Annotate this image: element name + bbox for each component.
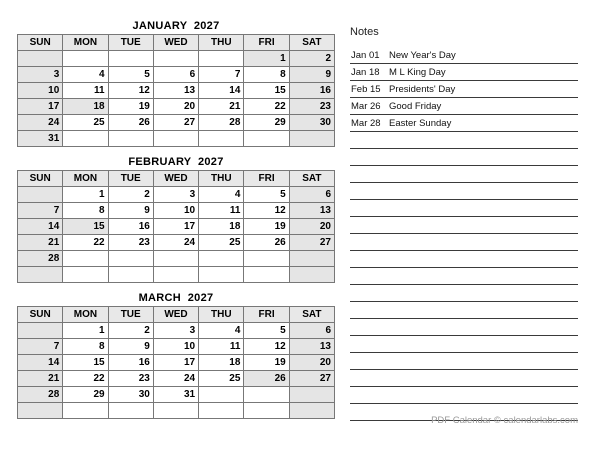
day-cell[interactable]: 5 [244,323,289,339]
empty-day-cell[interactable] [289,387,334,403]
day-cell[interactable]: 14 [18,355,63,371]
notes-lines [350,47,578,421]
empty-day-cell[interactable] [244,267,289,283]
day-cell[interactable]: 15 [63,219,108,235]
week-row [18,115,335,131]
holiday-label: Easter Sunday [389,118,452,129]
day-cell[interactable]: 9 [108,339,153,355]
weekday-header-mon: MON [63,307,108,323]
day-cell[interactable]: 12 [244,339,289,355]
empty-day-cell[interactable] [199,267,244,283]
day-cell[interactable]: 30 [289,115,334,131]
day-cell[interactable]: 29 [244,115,289,131]
day-cell[interactable]: 10 [18,83,63,99]
day-cell[interactable]: 1 [63,187,108,203]
empty-day-cell[interactable] [153,51,198,67]
day-cell[interactable]: 19 [108,99,153,115]
day-cell[interactable]: 24 [153,235,198,251]
holiday-label: M L King Day [389,67,446,78]
day-cell[interactable]: 19 [244,219,289,235]
week-row [18,387,335,403]
empty-day-cell[interactable] [289,251,334,267]
note-line-holiday[interactable] [350,47,578,64]
footer-credit: PDF Calendar © calendarlabs.com [431,415,578,426]
day-cell[interactable]: 6 [289,187,334,203]
week-row [18,235,335,251]
week-row [18,131,335,147]
weekday-header-wed: WED [153,307,198,323]
weekday-header-mon: MON [63,35,108,51]
weekday-header-wed: WED [153,171,198,187]
month-title-january: JANUARY 2027 [132,20,220,32]
day-cell[interactable]: 17 [18,99,63,115]
day-cell[interactable]: 24 [18,115,63,131]
empty-day-cell[interactable] [199,251,244,267]
weekday-header-row [18,35,335,51]
day-cell[interactable]: 6 [153,67,198,83]
empty-day-cell[interactable] [153,131,198,147]
empty-day-cell[interactable] [63,251,108,267]
weekday-header-thu: THU [199,171,244,187]
empty-day-cell[interactable] [199,131,244,147]
day-cell[interactable]: 25 [199,371,244,387]
empty-day-cell[interactable] [289,267,334,283]
day-cell[interactable]: 3 [153,323,198,339]
day-cell[interactable]: 31 [153,387,198,403]
empty-day-cell[interactable] [108,251,153,267]
note-line-holiday[interactable] [350,81,578,98]
day-cell[interactable]: 29 [63,387,108,403]
day-cell[interactable]: 30 [108,387,153,403]
week-row [18,203,335,219]
note-line-blank[interactable] [350,353,578,370]
day-cell[interactable]: 21 [18,235,63,251]
weekday-header-thu: THU [199,35,244,51]
day-cell[interactable]: 4 [199,187,244,203]
note-line-blank[interactable] [350,370,578,387]
weekday-header-tue: TUE [108,35,153,51]
day-cell[interactable]: 15 [63,355,108,371]
empty-day-cell[interactable] [244,251,289,267]
week-row [18,187,335,203]
note-line-holiday[interactable] [350,98,578,115]
day-cell[interactable]: 2 [289,51,334,67]
week-row [18,99,335,115]
note-line-blank[interactable] [350,183,578,200]
week-row [18,251,335,267]
week-row [18,67,335,83]
empty-day-cell[interactable] [18,187,63,203]
day-cell[interactable]: 11 [199,339,244,355]
note-line-blank[interactable] [350,336,578,353]
holiday-date: Mar 28 [351,118,381,129]
empty-day-cell[interactable] [63,131,108,147]
note-line-blank[interactable] [350,234,578,251]
day-cell[interactable]: 18 [63,99,108,115]
month-title-march: MARCH 2027 [138,292,214,304]
day-cell[interactable]: 27 [289,371,334,387]
day-cell[interactable]: 28 [18,251,63,267]
weekday-header-fri: FRI [244,35,289,51]
empty-day-cell[interactable] [244,387,289,403]
day-cell[interactable]: 10 [153,339,198,355]
day-cell[interactable]: 12 [244,203,289,219]
day-cell[interactable]: 23 [108,235,153,251]
empty-day-cell[interactable] [153,251,198,267]
day-cell[interactable]: 4 [199,323,244,339]
day-cell[interactable]: 21 [18,371,63,387]
note-line-blank[interactable] [350,251,578,268]
weekday-header-row [18,171,335,187]
day-cell[interactable]: 11 [199,203,244,219]
day-cell[interactable]: 31 [18,131,63,147]
day-cell[interactable]: 20 [289,355,334,371]
day-cell[interactable]: 16 [108,219,153,235]
empty-day-cell[interactable] [108,51,153,67]
weekday-header-mon: MON [63,171,108,187]
holiday-entry [351,50,456,61]
empty-day-cell[interactable] [199,387,244,403]
week-row [18,355,335,371]
empty-day-cell[interactable] [289,131,334,147]
weekday-header-fri: FRI [244,171,289,187]
day-cell[interactable]: 5 [108,67,153,83]
weekday-header-wed: WED [153,35,198,51]
holiday-label: Presidents' Day [389,84,456,95]
note-line-blank[interactable] [350,132,578,149]
day-cell[interactable]: 24 [153,371,198,387]
day-cell[interactable]: 16 [289,83,334,99]
weekday-header-row [18,307,335,323]
calendar-table-january [17,34,335,147]
calendar-column [17,20,335,428]
day-cell[interactable]: 17 [153,219,198,235]
calendar-table-march [17,306,335,419]
holiday-date: Mar 26 [351,101,381,112]
day-cell[interactable]: 8 [63,339,108,355]
day-cell[interactable]: 23 [289,99,334,115]
day-cell[interactable]: 2 [108,187,153,203]
empty-day-cell[interactable] [244,131,289,147]
day-cell[interactable]: 4 [63,67,108,83]
weekday-header-tue: TUE [108,307,153,323]
week-row [18,323,335,339]
day-cell[interactable]: 27 [153,115,198,131]
month-block-february [17,156,335,283]
week-row [18,267,335,283]
holiday-date: Jan 18 [351,67,380,78]
weekday-header-sun: SUN [18,171,63,187]
day-cell[interactable]: 20 [153,99,198,115]
day-cell[interactable]: 22 [63,235,108,251]
day-cell[interactable]: 6 [289,323,334,339]
weekday-header-sun: SUN [18,307,63,323]
day-cell[interactable]: 1 [244,51,289,67]
day-cell[interactable]: 19 [244,355,289,371]
weekday-header-sat: SAT [289,307,334,323]
day-cell[interactable]: 18 [199,219,244,235]
day-cell[interactable]: 8 [63,203,108,219]
note-line-blank[interactable] [350,166,578,183]
week-row [18,371,335,387]
empty-day-cell[interactable] [63,267,108,283]
note-line-holiday[interactable] [350,64,578,81]
day-cell[interactable]: 21 [199,99,244,115]
day-cell[interactable]: 23 [108,371,153,387]
weekday-header-sun: SUN [18,35,63,51]
weekday-header-thu: THU [199,307,244,323]
day-cell[interactable]: 26 [244,371,289,387]
day-cell[interactable]: 20 [289,219,334,235]
month-block-march [17,292,335,419]
holiday-date: Feb 15 [351,84,381,95]
note-line-blank[interactable] [350,268,578,285]
note-line-blank[interactable] [350,387,578,404]
day-cell[interactable]: 11 [63,83,108,99]
note-line-blank[interactable] [350,217,578,234]
holiday-label: New Year's Day [389,50,456,61]
day-cell[interactable]: 25 [199,235,244,251]
empty-day-cell[interactable] [18,267,63,283]
day-cell[interactable]: 26 [108,115,153,131]
holiday-date: Jan 01 [351,50,380,61]
note-line-holiday[interactable] [350,115,578,132]
day-cell[interactable]: 2 [108,323,153,339]
day-cell[interactable]: 10 [153,203,198,219]
day-cell[interactable]: 9 [289,67,334,83]
day-cell[interactable]: 22 [244,99,289,115]
notes-panel [350,26,578,421]
week-row [18,51,335,67]
weekday-header-tue: TUE [108,171,153,187]
day-cell[interactable]: 7 [18,339,63,355]
day-cell[interactable]: 17 [153,355,198,371]
note-line-blank[interactable] [350,149,578,166]
empty-day-cell[interactable] [108,267,153,283]
empty-day-cell[interactable] [153,267,198,283]
week-row [18,339,335,355]
day-cell[interactable]: 13 [289,203,334,219]
weekday-header-sat: SAT [289,171,334,187]
empty-day-cell[interactable] [63,51,108,67]
day-cell[interactable]: 27 [289,235,334,251]
day-cell[interactable]: 13 [289,339,334,355]
empty-day-cell[interactable] [18,323,63,339]
empty-day-cell[interactable] [18,51,63,67]
day-cell[interactable]: 16 [108,355,153,371]
notes-heading: Notes [350,26,379,38]
empty-day-cell[interactable] [108,131,153,147]
day-cell[interactable]: 1 [63,323,108,339]
weekday-header-sat: SAT [289,35,334,51]
week-row [18,83,335,99]
week-row [18,219,335,235]
day-cell[interactable]: 28 [199,115,244,131]
day-cell[interactable]: 12 [108,83,153,99]
day-cell[interactable]: 28 [18,387,63,403]
day-cell[interactable]: 7 [199,67,244,83]
day-cell[interactable]: 7 [18,203,63,219]
day-cell[interactable]: 25 [63,115,108,131]
day-cell[interactable]: 8 [244,67,289,83]
month-title-february: FEBRUARY 2027 [128,156,224,168]
holiday-entry [351,67,446,78]
note-line-blank[interactable] [350,302,578,319]
day-cell[interactable]: 15 [244,83,289,99]
day-cell[interactable]: 3 [18,67,63,83]
weekday-header-fri: FRI [244,307,289,323]
note-line-blank[interactable] [350,200,578,217]
holiday-label: Good Friday [389,101,442,112]
day-cell[interactable]: 26 [244,235,289,251]
empty-day-cell[interactable] [199,51,244,67]
holiday-entry [351,118,451,129]
day-cell[interactable]: 9 [108,203,153,219]
note-line-blank[interactable] [350,285,578,302]
month-block-january [17,20,335,147]
day-cell[interactable]: 14 [199,83,244,99]
day-cell[interactable]: 22 [63,371,108,387]
calendar-table-february [17,170,335,283]
day-cell[interactable]: 5 [244,187,289,203]
day-cell[interactable]: 13 [153,83,198,99]
day-cell[interactable]: 18 [199,355,244,371]
holiday-entry [351,84,455,95]
day-cell[interactable]: 3 [153,187,198,203]
holiday-entry [351,101,441,112]
day-cell[interactable]: 14 [18,219,63,235]
note-line-blank[interactable] [350,319,578,336]
